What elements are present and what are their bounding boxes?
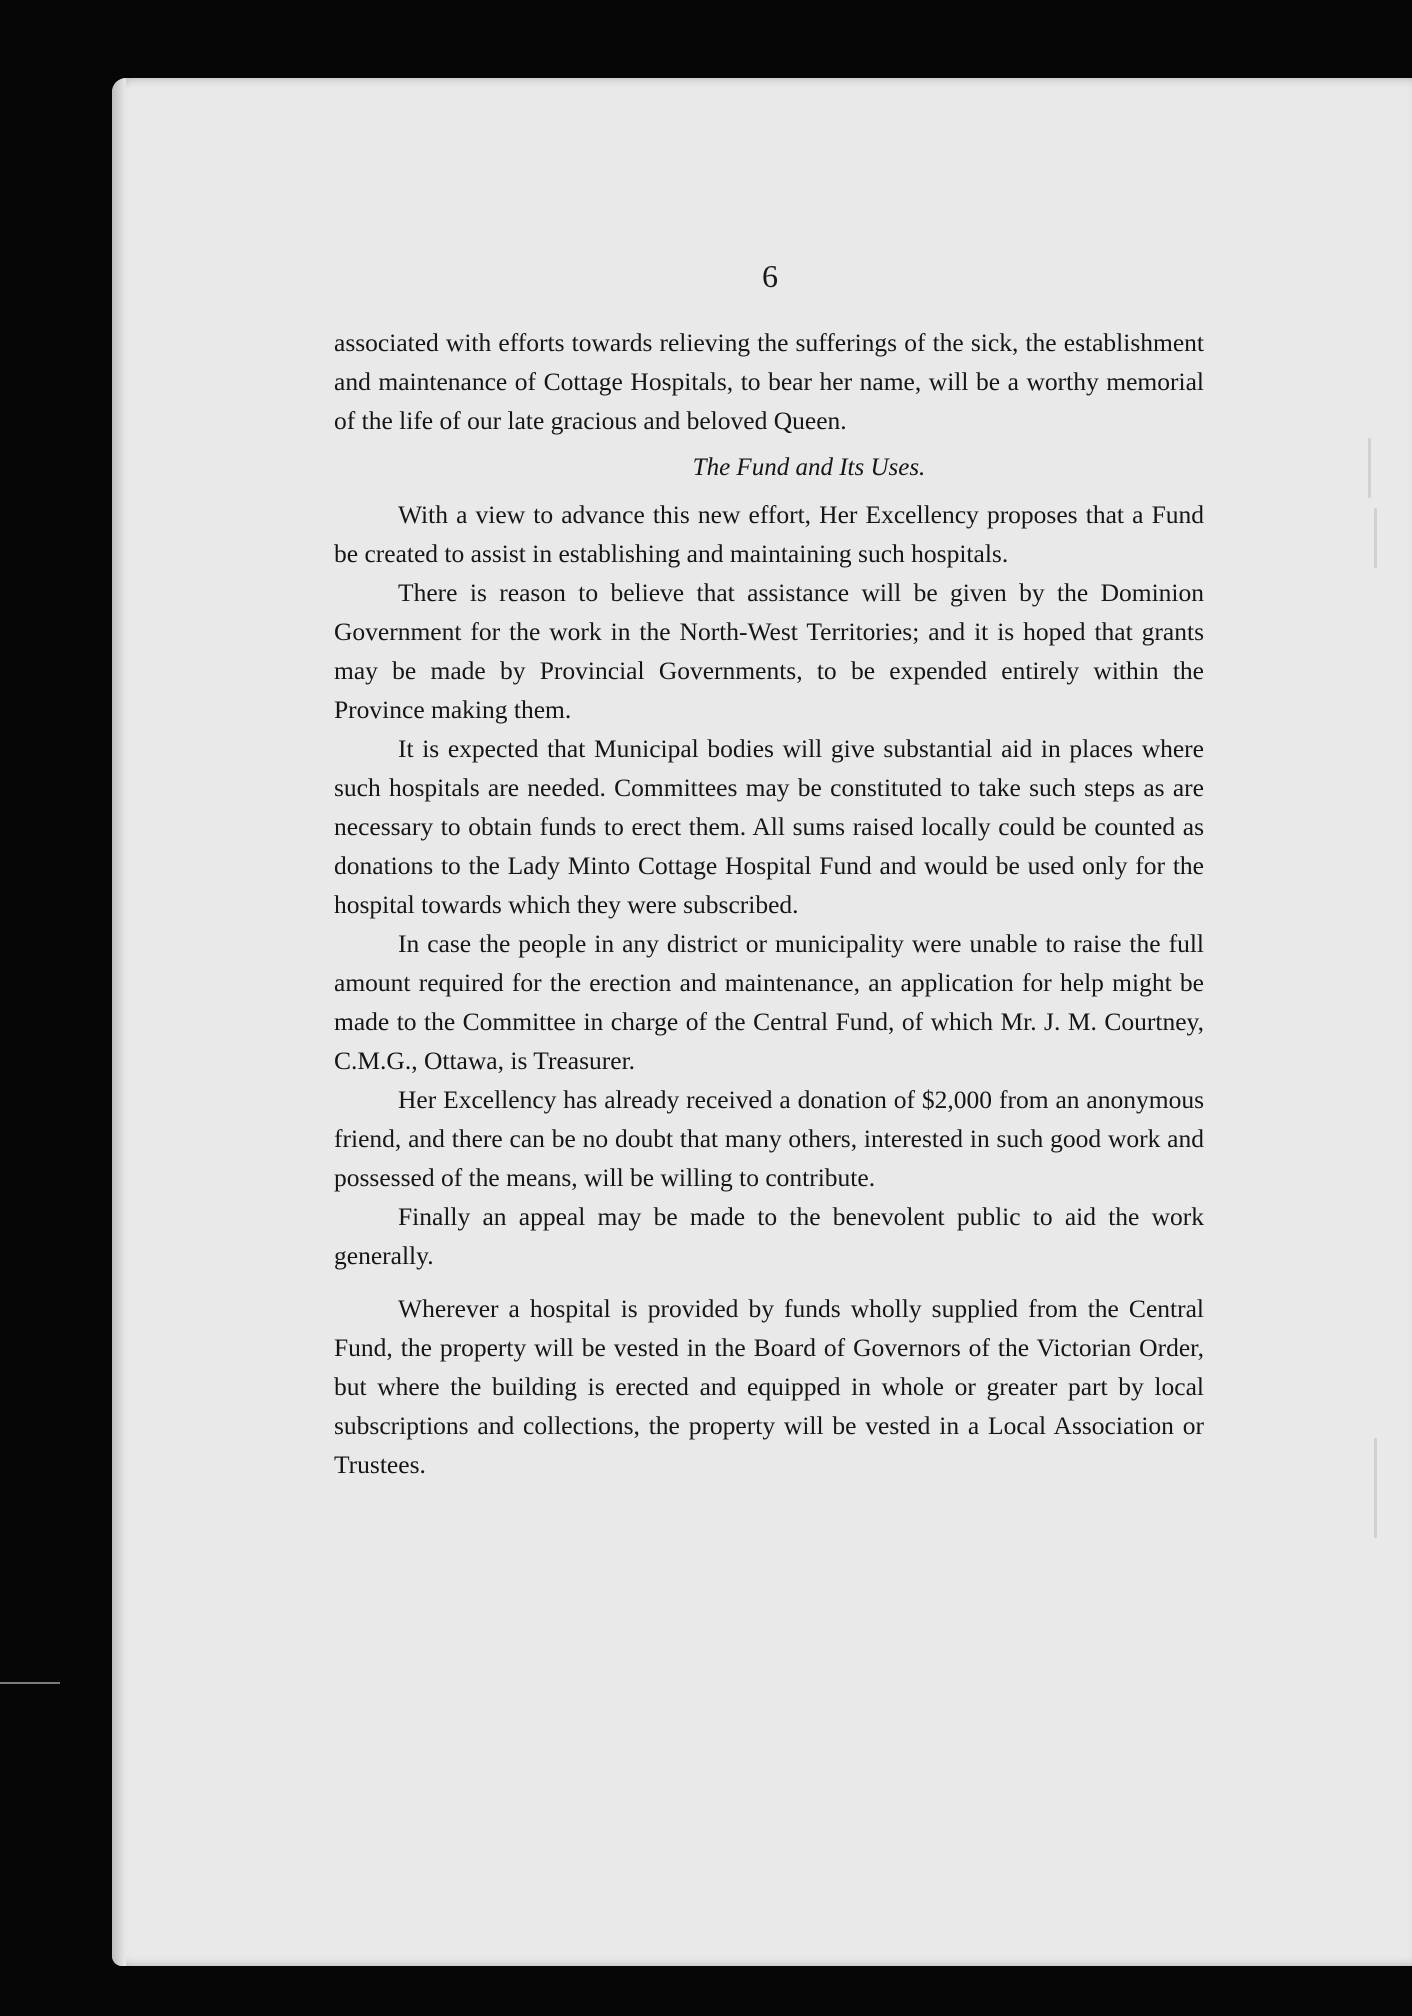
edge-mark [0, 1682, 60, 1684]
page-number: 6 [762, 258, 778, 294]
margin-mark [1368, 438, 1371, 498]
paragraph: Her Excellency has already received a donation of $2,000 from an anonymous friend, and there can be no doubt that many others, interested in such good work and possessed of the means, will be willing to contribute. [334, 1085, 1204, 1192]
body-text [334, 323, 1204, 1484]
paragraph: associated with efforts towards relieving the sufferings of the sick, the establishment and maintenance of Cottage Hospitals, to bear her name, will be a worthy memorial of the life of our late gracious and beloved Queen. [334, 328, 1204, 435]
paragraph: With a view to advance this new effort, Her Excellency proposes that a Fund be created to assist in establishing and maintaining such hospitals. [334, 500, 1204, 568]
section-heading: The Fund and Its Uses. [692, 454, 926, 481]
paragraph: Finally an appeal may be made to the benevolent public to aid the work generally. [334, 1202, 1204, 1270]
paragraph: Wherever a hospital is provided by funds wholly supplied from the Central Fund, the property will be vested in the Board of Governors of the Victorian Order, but where the building is erected and equipped in whole or greater part by local subscriptions and collections, the property will be vested in a Local Association or Trustees. [334, 1294, 1204, 1479]
paragraph: There is reason to believe that assistance will be given by the Dominion Government for the work in the North-West Territories; and it is hoped that grants may be made by Provincial Governments, to be expended entirely within the Province making them. [334, 578, 1204, 724]
margin-mark [1374, 1438, 1377, 1538]
paragraph: It is expected that Municipal bodies will give substantial aid in places where such hospitals are needed. Committees may be constituted to take such steps as are necessary to obtain funds to erect them. All sums raised locally could be counted as donations to the Lady Minto Cottage Hospital Fund and would be used only for the hospital towards which they were subscribed. [334, 734, 1204, 919]
paragraph: In case the people in any district or municipality were unable to raise the full amount required for the erection and maintenance, an application for help might be made to the Committee in charge of the Central Fund, of which Mr. J. M. Courtney, C.M.G., Ottawa, is Treasurer. [334, 929, 1204, 1075]
margin-mark [1374, 508, 1377, 568]
